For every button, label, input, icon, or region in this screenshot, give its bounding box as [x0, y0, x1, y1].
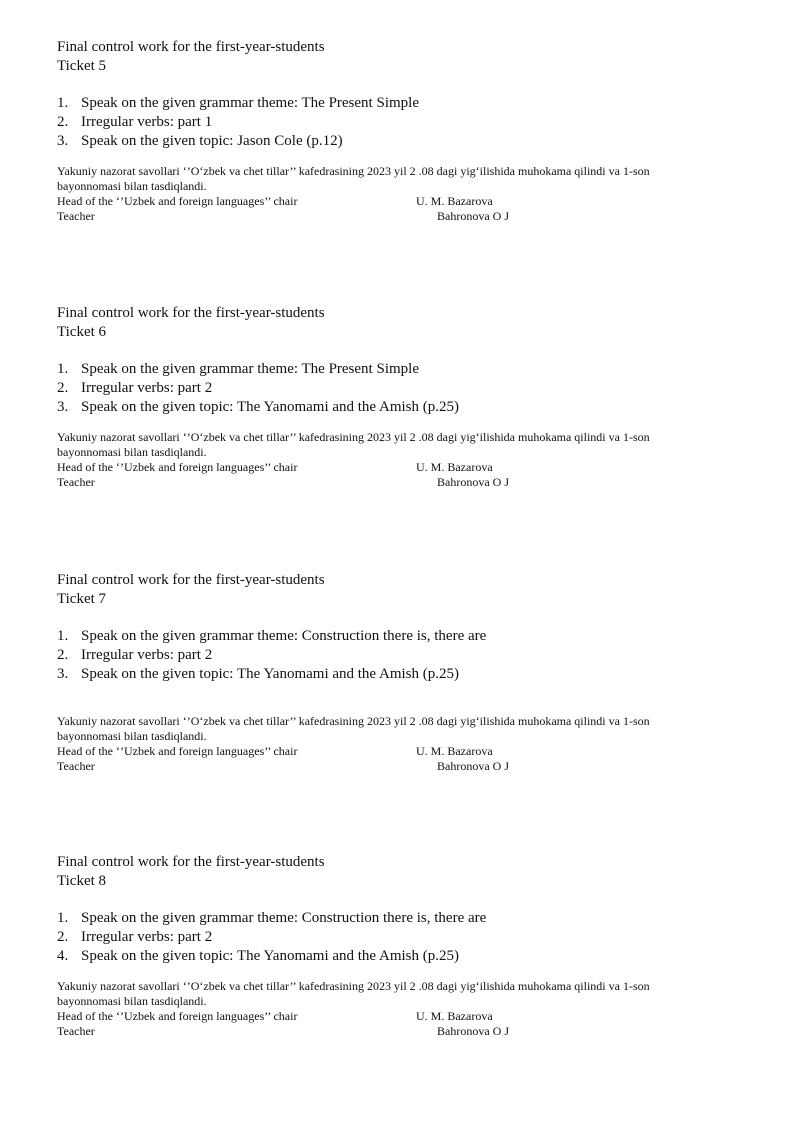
question-list: [57, 94, 757, 151]
question-item: [57, 132, 757, 151]
head-role: Head of the ‘’Uzbek and foreign languages’’ chair: [57, 194, 298, 208]
approval-note-line: bayonnomasi bilan tasdiqlandi.: [57, 729, 207, 743]
teacher-name: Bahronova O J: [437, 209, 509, 223]
approval-note-line: Yakuniy nazorat savollari ‘’O‘zbek va chet tillar’’ kafedrasining 2023 yil 2 .08 dagi yig‘ilishida muhokama qilindi va 1-son: [57, 979, 650, 993]
question-item: [57, 928, 757, 947]
question-list: [57, 909, 757, 966]
question-item: [57, 398, 757, 417]
question-number: 3.: [57, 399, 69, 415]
question-number: 1.: [57, 95, 69, 111]
head-role: Head of the ‘’Uzbek and foreign languages’’ chair: [57, 1009, 298, 1023]
head-signature-row: [57, 1009, 757, 1024]
question-number: 1.: [57, 628, 69, 644]
question-text: Speak on the given topic: The Yanomami and the Amish (p.25): [81, 399, 460, 415]
head-signature-row: [57, 744, 757, 759]
ticket-title: Final control work for the first-year-students: [57, 572, 325, 588]
teacher-signature-row: [57, 1024, 757, 1039]
question-list: [57, 360, 757, 417]
teacher-name: Bahronova O J: [437, 759, 509, 773]
question-item: [57, 94, 757, 113]
approval-note-line: bayonnomasi bilan tasdiqlandi.: [57, 994, 207, 1008]
question-item: [57, 360, 757, 379]
ticket-title: Final control work for the first-year-students: [57, 305, 325, 321]
ticket-block: [57, 304, 757, 490]
question-text: Speak on the given topic: The Yanomami and the Amish (p.25): [81, 666, 460, 682]
question-item: [57, 113, 757, 132]
question-text: Irregular verbs: part 2: [81, 380, 213, 396]
ticket-number: Ticket 8: [57, 873, 107, 889]
question-number: 1.: [57, 361, 69, 377]
question-number: 2.: [57, 929, 69, 945]
question-number: 1.: [57, 910, 69, 926]
question-text: Speak on the given topic: The Yanomami and the Amish (p.25): [81, 948, 460, 964]
question-number: 2.: [57, 380, 69, 396]
approval-note-line: Yakuniy nazorat savollari ‘’O‘zbek va chet tillar’’ kafedrasining 2023 yil 2 .08 dagi yig‘ilishida muhokama qilindi va 1-son: [57, 714, 650, 728]
approval-note: [57, 979, 757, 1009]
question-text: Irregular verbs: part 1: [81, 114, 213, 130]
ticket-number: Ticket 6: [57, 324, 107, 340]
ticket-title: Final control work for the first-year-students: [57, 39, 325, 55]
approval-note-line: Yakuniy nazorat savollari ‘’O‘zbek va chet tillar’’ kafedrasining 2023 yil 2 .08 dagi yig‘ilishida muhokama qilindi va 1-son: [57, 430, 650, 444]
question-text: Speak on the given topic: Jason Cole (p.12): [81, 133, 343, 149]
question-text: Irregular verbs: part 2: [81, 647, 213, 663]
teacher-name: Bahronova O J: [437, 1024, 509, 1038]
question-number: 2.: [57, 114, 69, 130]
question-number: 2.: [57, 647, 69, 663]
question-number: 4.: [57, 948, 69, 964]
teacher-role: Teacher: [57, 1024, 95, 1038]
question-item: [57, 627, 757, 646]
question-item: [57, 665, 757, 684]
question-text: Speak on the given grammar theme: The Present Simple: [81, 95, 419, 111]
question-number: 3.: [57, 666, 69, 682]
head-name: U. M. Bazarova: [416, 460, 493, 474]
ticket-title: Final control work for the first-year-students: [57, 854, 325, 870]
question-text: Speak on the given grammar theme: The Present Simple: [81, 361, 419, 377]
question-item: [57, 947, 757, 966]
approval-note-line: bayonnomasi bilan tasdiqlandi.: [57, 179, 207, 193]
teacher-role: Teacher: [57, 209, 95, 223]
approval-note: [57, 430, 757, 460]
ticket-block: [57, 38, 757, 224]
question-item: [57, 646, 757, 665]
ticket-block: [57, 571, 757, 774]
head-name: U. M. Bazarova: [416, 1009, 493, 1023]
question-number: 3.: [57, 133, 69, 149]
question-item: [57, 379, 757, 398]
approval-note-line: Yakuniy nazorat savollari ‘’O‘zbek va chet tillar’’ kafedrasining 2023 yil 2 .08 dagi yig‘ilishida muhokama qilindi va 1-son: [57, 164, 650, 178]
question-item: [57, 909, 757, 928]
ticket-number: Ticket 7: [57, 591, 107, 607]
teacher-role: Teacher: [57, 475, 95, 489]
teacher-signature-row: [57, 759, 757, 774]
approval-note: [57, 164, 757, 194]
question-text: Speak on the given grammar theme: Construction there is, there are: [81, 910, 487, 926]
question-text: Speak on the given grammar theme: Construction there is, there are: [81, 628, 487, 644]
teacher-signature-row: [57, 475, 757, 490]
approval-note-line: bayonnomasi bilan tasdiqlandi.: [57, 445, 207, 459]
question-text: Irregular verbs: part 2: [81, 929, 213, 945]
head-name: U. M. Bazarova: [416, 744, 493, 758]
approval-note: [57, 714, 757, 744]
ticket-block: [57, 853, 757, 1039]
head-signature-row: [57, 460, 757, 475]
teacher-role: Teacher: [57, 759, 95, 773]
ticket-number: Ticket 5: [57, 58, 107, 74]
head-name: U. M. Bazarova: [416, 194, 493, 208]
head-signature-row: [57, 194, 757, 209]
head-role: Head of the ‘’Uzbek and foreign languages’’ chair: [57, 460, 298, 474]
question-list: [57, 627, 757, 684]
teacher-signature-row: [57, 209, 757, 224]
head-role: Head of the ‘’Uzbek and foreign languages’’ chair: [57, 744, 298, 758]
teacher-name: Bahronova O J: [437, 475, 509, 489]
